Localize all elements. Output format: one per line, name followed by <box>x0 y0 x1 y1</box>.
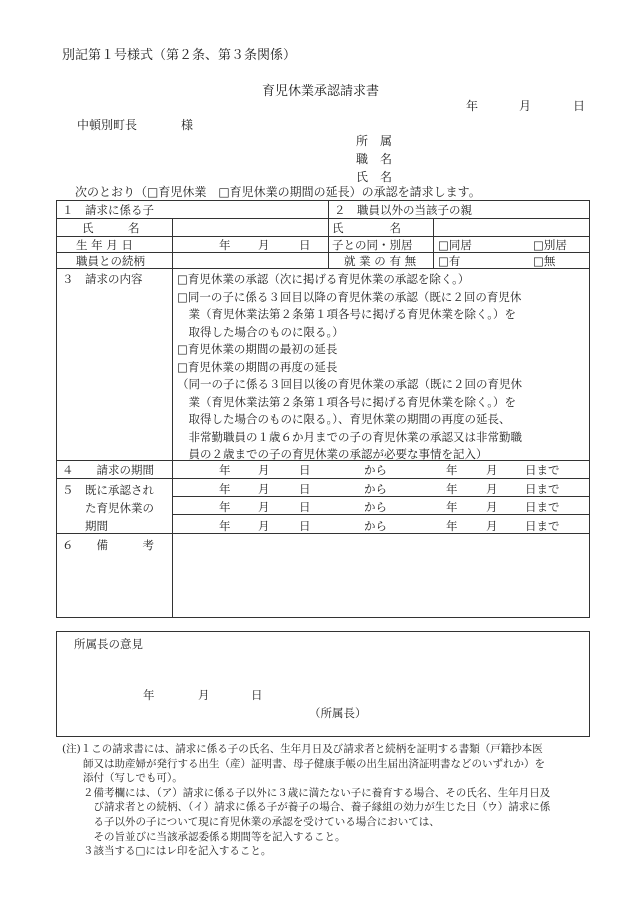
relation-field[interactable] <box>173 253 327 267</box>
note-line: 添付（写しでも可）。 <box>62 772 183 785</box>
period-end-month: 月 <box>486 463 498 477</box>
approved-period-end-month: 月 月 月 <box>486 482 498 533</box>
supervisor-date-month: 月 <box>198 688 210 702</box>
affiliation-label: 所 属 <box>356 134 393 148</box>
cohabitation-label: 子との同・別居 <box>332 238 413 252</box>
request-option-line[interactable]: □育児休業の期間の再度の延長 <box>177 359 338 374</box>
approved-period-end-year: 年 年 年 <box>446 482 458 533</box>
employment-yes-checkbox[interactable]: □有 <box>438 254 461 268</box>
date-month: 月 <box>519 99 532 113</box>
note-line: る子以外の子について現に育児休業の承認を受けている場合においては、 <box>62 815 440 828</box>
birth-date-label: 生 年 月 日 <box>76 238 133 252</box>
request-intro: 次のとおり（□育児休業 □育児休業の期間の延長）の承認を請求します。 <box>75 185 481 199</box>
honorific: 様 <box>181 118 194 132</box>
child-name-field[interactable] <box>173 219 327 235</box>
period-start-day: 日 <box>299 463 311 477</box>
date-day: 日 <box>573 99 586 113</box>
date-year: 年 <box>466 99 479 113</box>
request-option-line[interactable]: □同一の子に係る３回目以降の育児休業の承認（既に２回の育児休 <box>177 289 522 304</box>
request-option-line: 非常勤職員の１歳６か月までの子の育児休業の承認又は非常勤職 <box>177 429 522 444</box>
note-line: ３該当する□にはレ印を記入すること。 <box>62 845 272 858</box>
approved-period-start-day: 日 日 日 <box>299 482 311 533</box>
supervisor-opinion-heading: 所属長の意見 <box>74 637 143 651</box>
section1-heading: １ 請求に係る子 <box>62 203 154 217</box>
request-option-line[interactable]: □育児休業の期間の最初の延長 <box>177 342 338 356</box>
notes <box>62 742 550 859</box>
section6-heading: ６ 備 考 <box>62 538 154 552</box>
period-until: 日まで <box>525 463 560 477</box>
form-title: 育児休業承認請求書 <box>262 84 380 99</box>
form-number-label: 別記第１号様式（第２条、第３条関係） <box>62 48 297 63</box>
birth-day: 日 <box>299 238 311 252</box>
remarks-field[interactable] <box>173 534 589 617</box>
addressee: 中頓別町長 <box>77 118 138 132</box>
approved-period-from: から から から <box>364 482 387 533</box>
note-line: 師又は助産婦が発行する出生（産）証明書、母子健康手帳の出生届出済証明書などのいずれか）を <box>62 757 545 770</box>
request-option-line: （同一の子に係る３回目以後の育児休業の承認（既に２回の育児休 <box>177 377 522 391</box>
employment-no-checkbox[interactable]: □無 <box>533 254 556 268</box>
applicant-name-label: 氏 名 <box>356 170 393 184</box>
section4-heading: ４ 請求の期間 <box>62 463 154 477</box>
position-label: 職 名 <box>356 152 393 166</box>
birth-month: 月 <box>258 238 270 252</box>
child-name-label: 氏 名 <box>82 221 140 235</box>
note-line: ２備考欄には、（ア）請求に係る子以外に３歳に満たない子に養育する場合、その氏名、生年月日及 <box>62 786 551 799</box>
request-option-line[interactable]: □育児休業の承認（次に掲げる育児休業の承認を除く。） <box>177 272 470 286</box>
birth-year: 年 <box>219 238 231 252</box>
request-option-line: 取得した場合のものに限る。）、育児休業の期間の再度の延長、 <box>177 412 511 426</box>
request-option-line: 員の２歳までの子の育児休業の承認が必要な事情を記入） <box>177 447 488 461</box>
note-line: び請求者との続柄、（イ）請求に係る子が養子の場合、養子縁組の効力が生じた日（ウ）請求に係 <box>62 801 551 814</box>
request-option-line: 業（育児休業法第２条第１項各号に掲げる育児休業を除く。）を <box>177 394 517 409</box>
note-line: その旨並びに当該承認委係る期間等を記入すること。 <box>62 830 346 843</box>
period-start-year: 年 <box>219 463 231 477</box>
period-end-year: 年 <box>446 463 458 477</box>
request-content-options[interactable] <box>177 271 522 464</box>
approved-period-start-month: 月 月 月 <box>258 482 270 533</box>
period-from: から <box>364 463 387 477</box>
cohabitation-separate-checkbox[interactable]: □別居 <box>533 238 567 252</box>
period-start-month: 月 <box>258 463 270 477</box>
request-option-line: 業（育児休業法第２条第１項各号に掲げる育児休業を除く。）を <box>177 307 517 321</box>
request-option-line: 取得した場合のものに限る。） <box>177 324 344 339</box>
note-line: (注)１この請求書には、請求に係る子の氏名、生年月日及び請求者と続柄を証明する書類（戸籍抄本医 <box>62 743 543 755</box>
employment-label: 就 業 の 有 無 <box>344 254 417 268</box>
approved-period-start-year: 年 年 年 <box>219 482 231 533</box>
supervisor-date-day: 日 <box>251 688 263 702</box>
supervisor-signature-label: （所属長） <box>309 706 367 720</box>
cohabitation-same-checkbox[interactable]: □同居 <box>438 238 472 252</box>
section5-heading: ５ 既に承認され た育児休業の 期間 <box>62 483 154 533</box>
other-parent-name-label: 氏 名 <box>332 221 401 235</box>
other-parent-name-field[interactable] <box>434 219 589 235</box>
section3-heading: ３ 請求の内容 <box>62 272 143 286</box>
approved-period-until: 日まで 日まで 日まで <box>525 482 560 533</box>
section2-heading: ２ 職員以外の当該子の親 <box>334 203 472 217</box>
supervisor-date-year: 年 <box>143 688 155 702</box>
relation-label: 職員との続柄 <box>76 254 145 268</box>
